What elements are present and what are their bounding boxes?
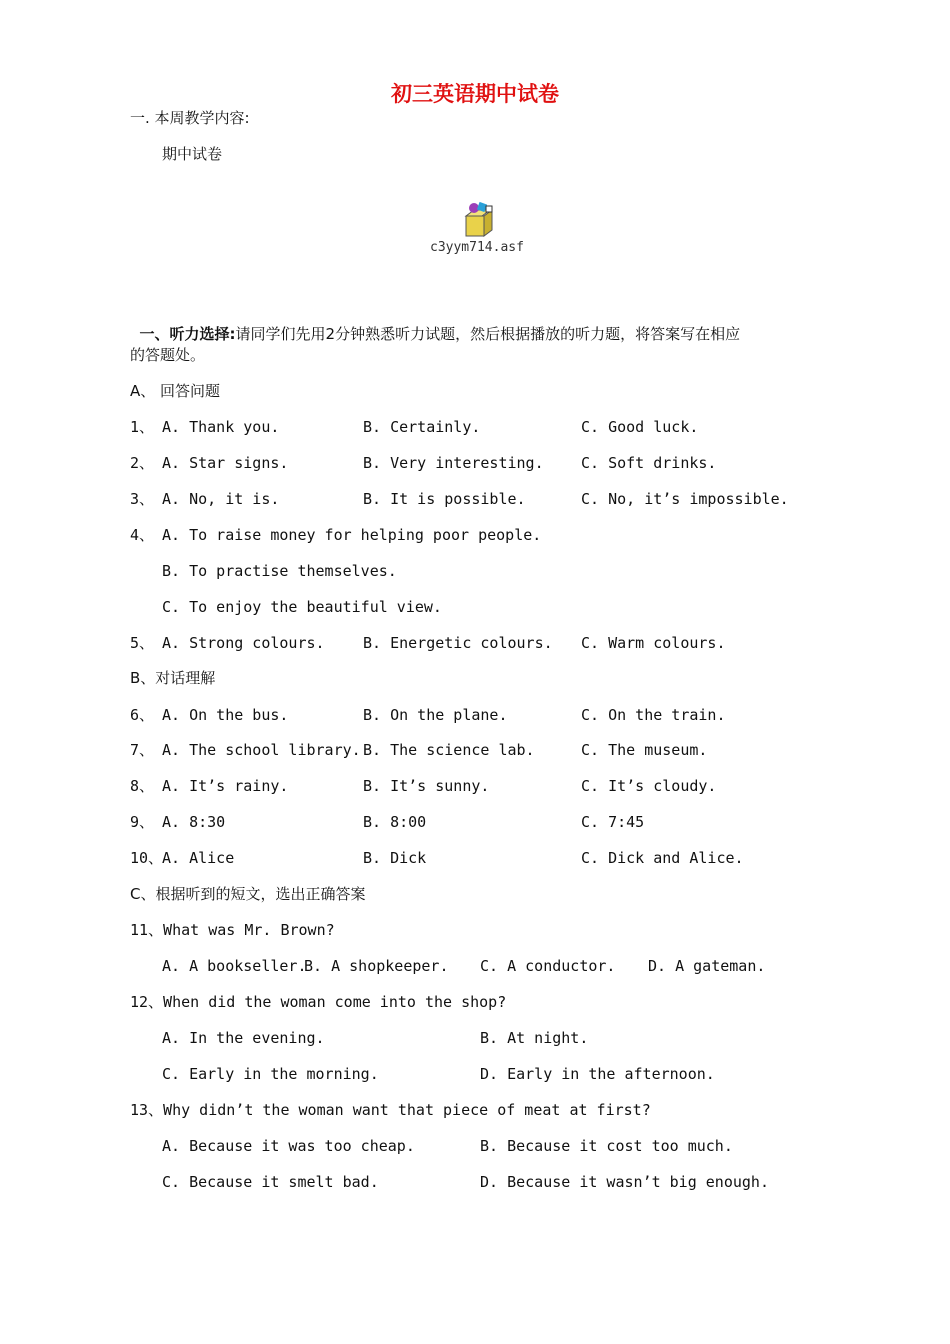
question-number: 3、 [130,490,155,508]
option-b: B. Energetic colours. [363,634,553,652]
option-b: B. It’s sunny. [363,777,490,795]
part-a-heading: A、 回答问题 [130,382,221,400]
question-number: 4、 [130,526,155,544]
option-d: D. Early in the afternoon. [480,1065,715,1083]
option-a: A. Because it was too cheap. [162,1137,415,1155]
question-stem: 13、Why didn’t the woman want that piece of meat at first? [130,1101,651,1119]
question-number: 1、 [130,418,155,436]
question-number: 9、 [130,813,155,831]
option-a: A. Thank you. [162,418,280,436]
option-b: B. Very interesting. [363,454,544,472]
part-c-heading: C、根据听到的短文，选出正确答案 [130,885,366,903]
option-c: C. Because it smelt bad. [162,1173,379,1191]
option-b: B. Because it cost too much. [480,1137,733,1155]
question-number: 8、 [130,777,155,795]
option-b: B. At night. [480,1029,589,1047]
option-c: C. Early in the morning. [162,1065,379,1083]
option-a: A. Alice [162,849,235,867]
question-number: 2、 [130,454,155,472]
option-a: A. Strong colours. [162,634,325,652]
question-stem: 11、What was Mr. Brown? [130,921,335,939]
question-number: 7、 [130,741,155,759]
option-a: A. A bookseller. [162,957,307,975]
option-a: A. The school library. [162,741,361,759]
question-number: 6、 [130,706,155,724]
package-icon [460,200,500,240]
option-a: A. It’s rainy. [162,777,289,795]
option-a: A. Star signs. [162,454,289,472]
option-c: C. No, it’s impossible. [581,490,789,508]
attachment-filename[interactable]: c3yym714.asf [430,240,524,255]
question-stem: 12、When did the woman come into the shop? [130,993,507,1011]
question-number: 5、 [130,634,155,652]
option-c: C. A conductor. [480,957,616,975]
option-a: A. To raise money for helping poor people. [162,526,542,544]
option-b: B. The science lab. [363,741,535,759]
listening-heading: 一、听力选择: [139,325,236,343]
option-b: B. 8:00 [363,813,427,831]
option-c: C. Good luck. [581,418,699,436]
option-b: B. Dick [363,849,427,867]
week-content: 期中试卷 [162,145,223,163]
option-a: A. No, it is. [162,490,280,508]
option-a: A. On the bus. [162,706,289,724]
option-c: C. Warm colours. [581,634,726,652]
option-c: C. The museum. [581,741,708,759]
option-c: C. On the train. [581,706,726,724]
attachment-package[interactable] [440,200,520,244]
option-c: C. It’s cloudy. [581,777,717,795]
option-b: B. On the plane. [363,706,508,724]
section-heading: 一. 本周教学内容: [130,109,250,127]
option-c: C. Soft drinks. [581,454,717,472]
option-a: A. 8:30 [162,813,226,831]
option-c: C. 7:45 [581,813,645,831]
part-b-heading: B、对话理解 [130,669,216,687]
document-title: 初三英语期中试卷 [391,81,559,106]
option-b: B. A shopkeeper. [304,957,449,975]
option-c: C. To enjoy the beautiful view. [162,598,442,616]
option-c: C. Dick and Alice. [581,849,744,867]
option-d: D. Because it wasn’t big enough. [480,1173,769,1191]
option-b: B. It is possible. [363,490,526,508]
question-number: 10、 [130,849,164,867]
option-b: B. To practise themselves. [162,562,397,580]
listening-instruction: 请同学们先用2分钟熟悉听力试题，然后根据播放的听力题，将答案写在相应 [235,325,741,343]
option-d: D. A gateman. [648,957,766,975]
option-a: A. In the evening. [162,1029,325,1047]
listening-instruction-cont: 的答题处。 [130,346,206,364]
option-b: B. Certainly. [363,418,481,436]
